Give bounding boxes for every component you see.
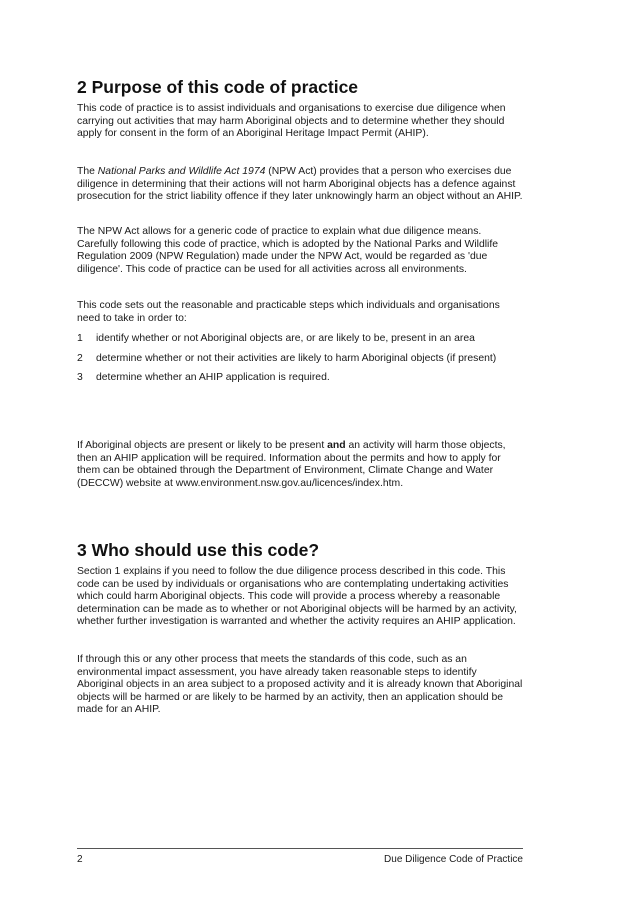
section-3-paragraph-1: Section 1 explains if you need to follow the due diligence process described in this code. This code can be used by individuals or organisations who are contemplating undertaking activities which could harm Aboriginal objects. This code will provide a process whereby a reasonable determination can be made as to whether or not Aboriginal objects will be harmed by an activity, whether further investigation is warranted and whether the activity requires an AHIP application. [77, 566, 517, 628]
list-number: 3 [77, 372, 83, 384]
list-item [77, 353, 523, 366]
paragraph-text: The [77, 166, 98, 177]
section-2-paragraph-4: This code sets out the reasonable and practicable steps which individuals and organisations need to take in order to: [77, 300, 500, 324]
list-item [77, 333, 523, 346]
paragraph-text: (NPW Act) provides that a person who exercises due diligence in determining that their actions will not harm Aboriginal objects has a defence against prosecution for the strict liability offence if they later unknowingly harm an object without an AHIP. [77, 166, 523, 203]
steps-list [77, 333, 523, 392]
section-2-heading: 2 Purpose of this code of practice [77, 77, 359, 97]
list-item [77, 372, 523, 385]
section-2-paragraph-1: This code of practice is to assist individuals and organisations to exercise due diligence when carrying out activities that may harm Aboriginal objects and to determine whether they should apply for consent in the form of an Aboriginal Heritage Impact Permit (AHIP). [77, 103, 506, 140]
paragraph-text: If Aboriginal objects are present or likely to be present [77, 440, 328, 451]
section-2-paragraph-3: The NPW Act allows for a generic code of practice to explain what due diligence means. Carefully following this code of practice, which is adopted by the National Parks and Wildlife Regulation 2009 (NPW Regulation) made under the NPW Act, would be regarded as 'due diligence'. This code of practice can be used for all activities across all environments. [77, 226, 499, 275]
page-footer [77, 848, 523, 865]
section-2-paragraph-2 [77, 166, 523, 204]
section-3-paragraph-2: If through this or any other process that meets the standards of this code, such as an environmental impact assessment, you have already taken reasonable steps to identify Aboriginal objects in an area subject to a proposed activity and it is already known that Aboriginal objects will be harmed or are likely to be harmed by an activity, then an application should be made for an AHIP. [77, 654, 523, 716]
paragraph-text: an activity will harm those objects, then an AHIP application will be required. Information about the permits and how to apply for them can be obtained through the Department of Environment, Climate Change and Water (DECCW) website at www.environment.nsw.gov.au/licences/index.htm. [77, 440, 506, 489]
footer-doc-title: Due Diligence Code of Practice [384, 854, 523, 865]
emphasis-and: and [327, 440, 346, 451]
list-number: 2 [77, 352, 83, 364]
section-2-paragraph-5 [77, 440, 523, 490]
section-3-heading: 3 Who should use this code? [77, 540, 320, 560]
act-title: National Parks and Wildlife Act 1974 [97, 166, 266, 177]
list-text: identify whether or not Aboriginal objects are, or are likely to be, present in an area [96, 333, 475, 344]
list-text: determine whether or not their activities are likely to harm Aboriginal objects (if present) [96, 352, 497, 364]
list-number: 1 [77, 333, 83, 344]
page-number: 2 [77, 854, 83, 865]
list-text: determine whether an AHIP application is required. [96, 372, 330, 384]
